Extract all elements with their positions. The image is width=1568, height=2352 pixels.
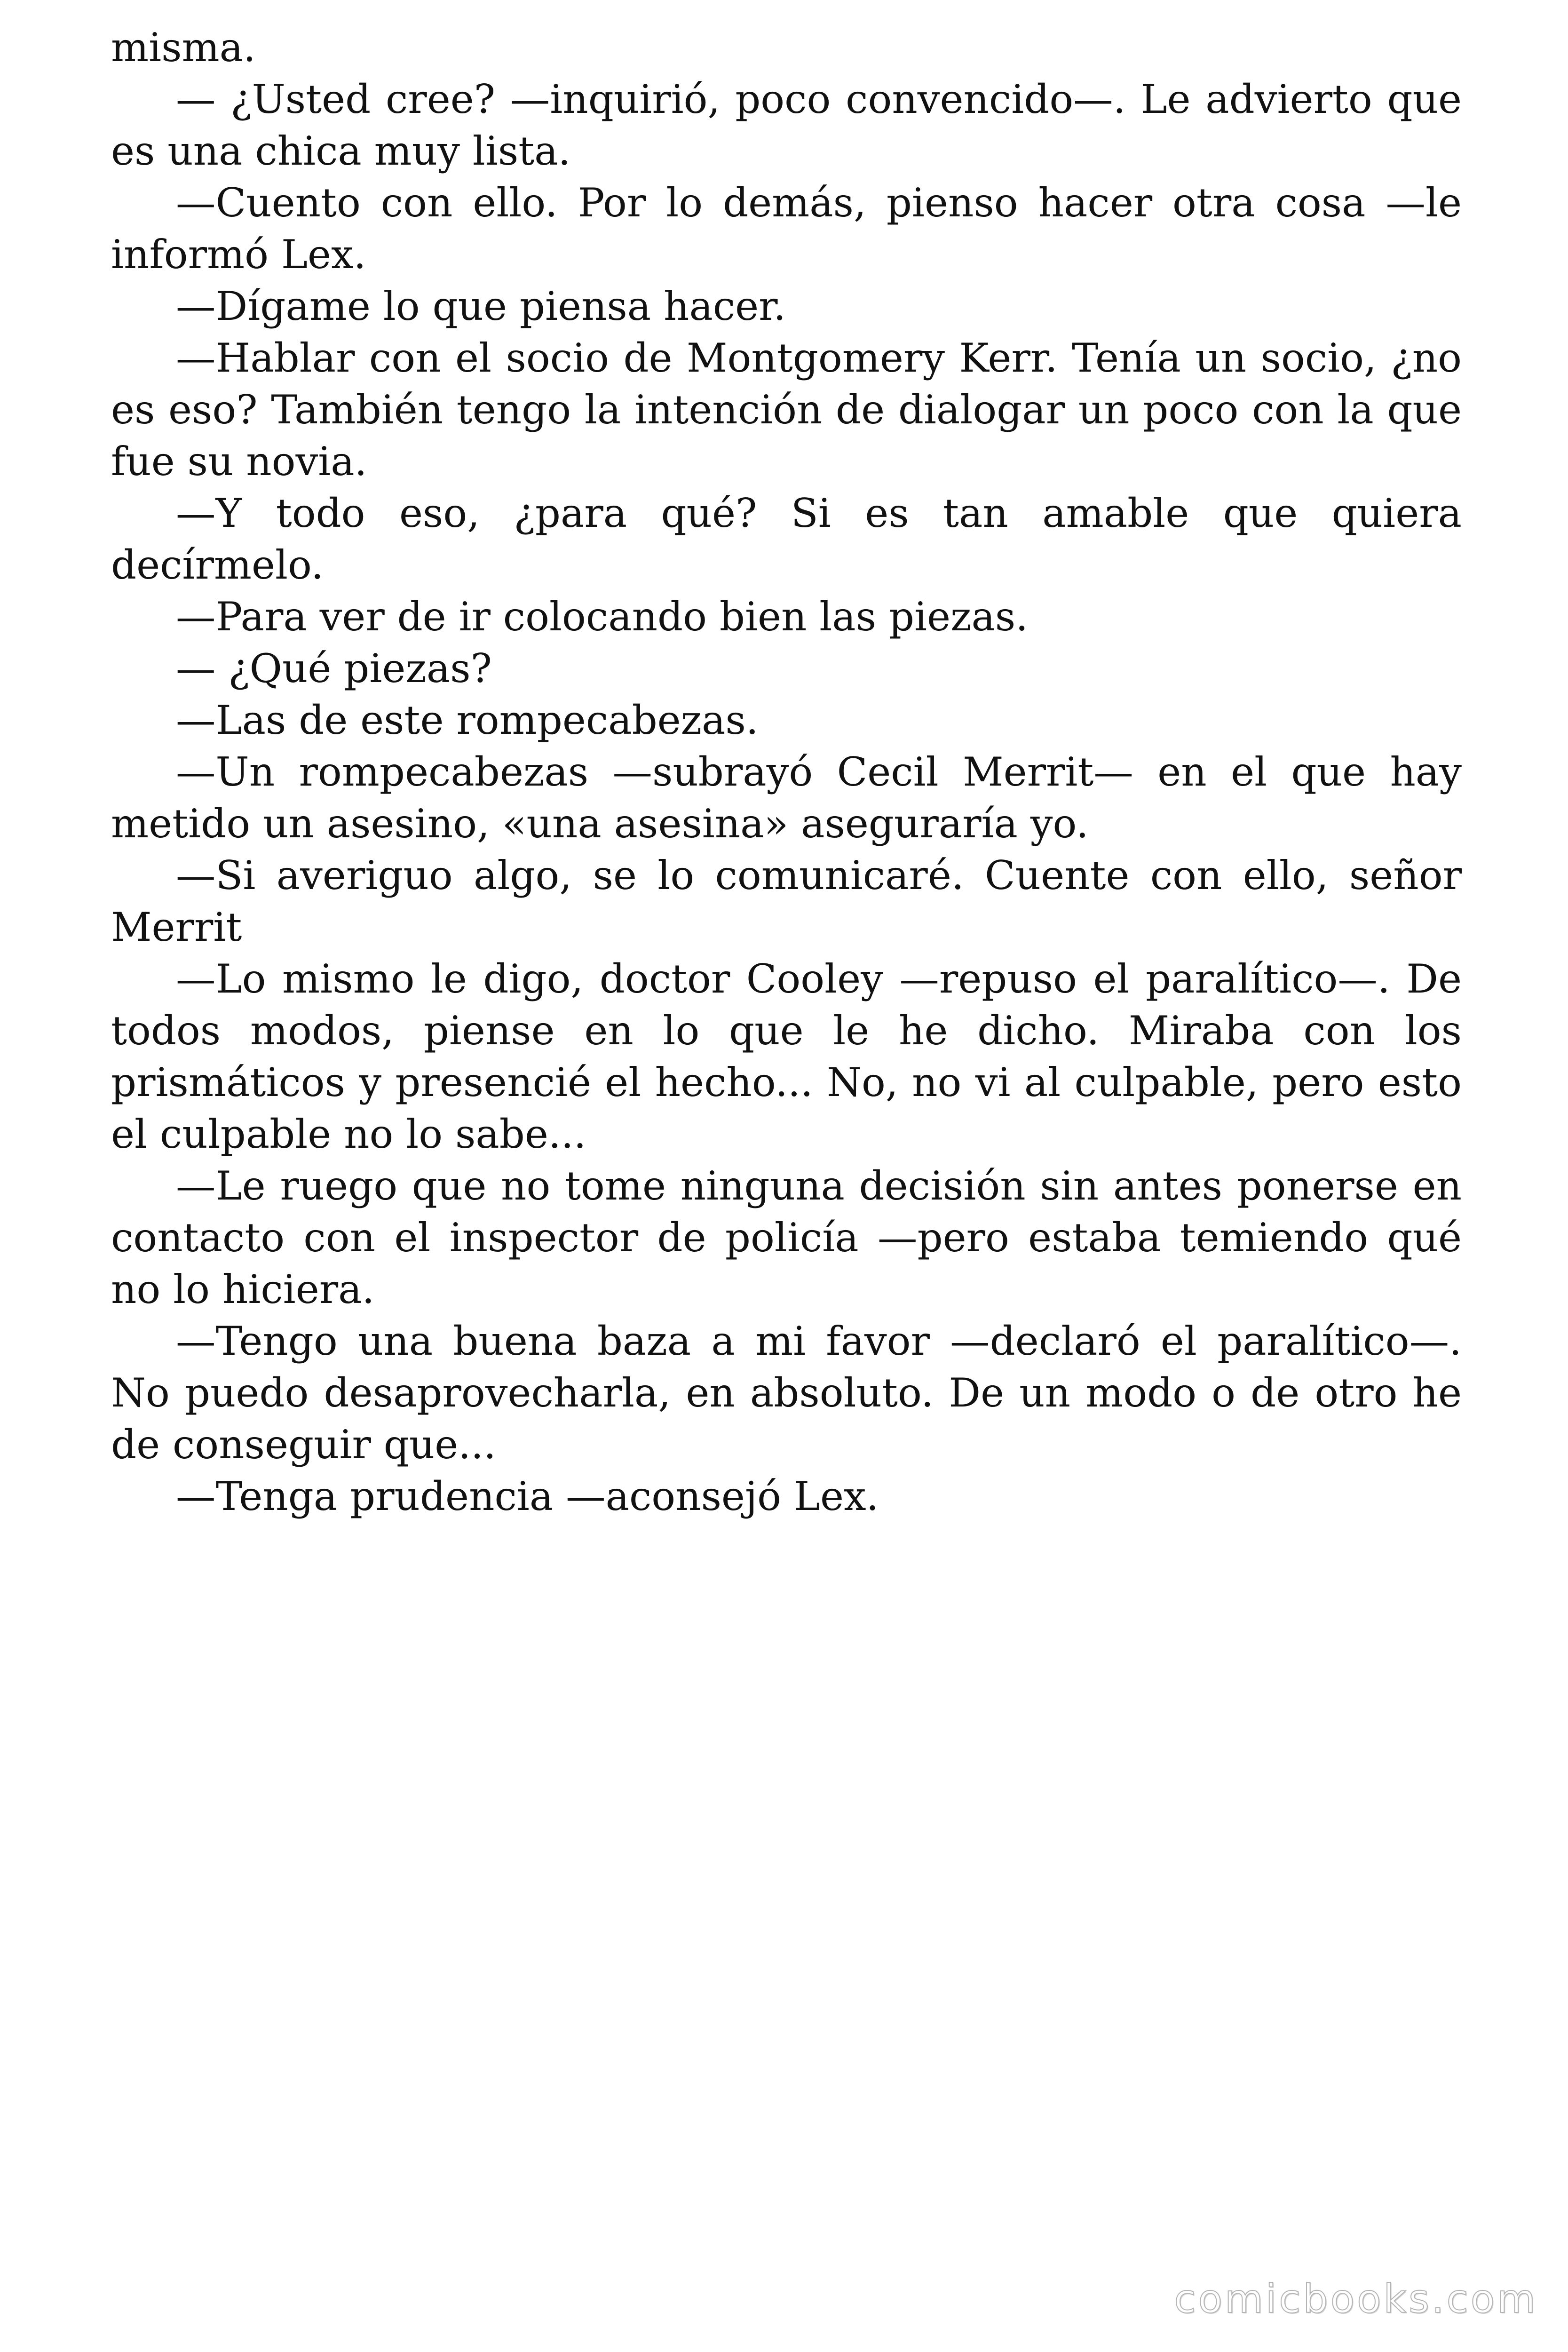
page-text [111,22,1462,1522]
paragraph: —Para ver de ir colocando bien las piezas. [176,594,1029,640]
paragraph: —Cuento con ello. Por lo demás, pienso hacer otra cosa —le informó Lex. [111,180,1462,278]
paragraph: —Y todo eso, ¿para qué? Si es tan amable que quiera decírmelo. [111,490,1462,588]
paragraph: —Tengo una buena baza a mi favor —declaró el paralítico—. No puedo desaprovecharla, en absoluto. De un modo o de otro he de conseguir que... [111,1318,1462,1468]
paragraph: —Dígame lo que piensa hacer. [176,283,786,329]
paragraph: — ¿Qué piezas? [176,645,492,691]
paragraph: —Un rompecabezas —subrayó Cecil Merrit— en el que hay metido un asesino, «una asesina» aseguraría yo. [111,749,1462,847]
paragraph: —Hablar con el socio de Montgomery Kerr. Tenía un socio, ¿no es eso? También tengo la intención de dialogar un poco con la que fue su novia. [111,335,1462,485]
watermark: comicbooks.com [1174,2276,1538,2322]
paragraph: — ¿Usted cree? —inquirió, poco convencido—. Le advierto que es una chica muy lista. [111,76,1462,174]
paragraph: —Le ruego que no tome ninguna decisión sin antes ponerse en contacto con el inspector de policía —pero estaba temiendo qué no lo hiciera. [111,1163,1462,1312]
paragraph: —Lo mismo le digo, doctor Cooley —repuso el paralítico—. De todos modos, piense en lo que le he dicho. Miraba con los prismáticos y presencié el hecho... No, no vi al culpable, pero esto el culpable no lo sabe... [111,956,1462,1157]
paragraph: —Si averiguo algo, se lo comunicaré. Cuente con ello, señor Merrit [111,852,1462,950]
paragraph: —Tenga prudencia —aconsejó Lex. [176,1473,879,1519]
paragraph: —Las de este rompecabezas. [176,697,759,743]
paragraph: misma. [111,24,256,71]
